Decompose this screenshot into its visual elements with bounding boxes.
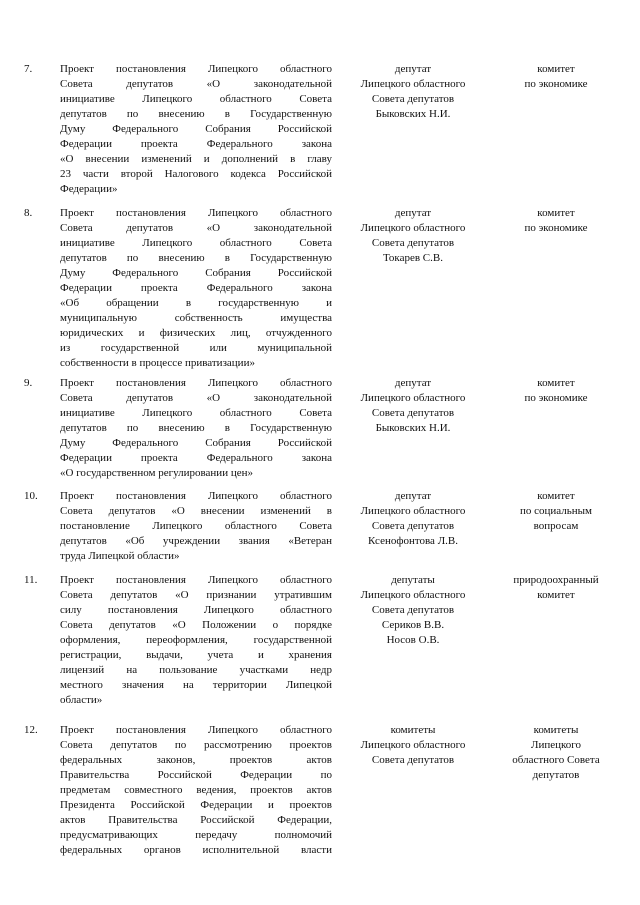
description-line: из государственной или муниципальной [60,342,332,354]
project-description [60,62,332,197]
committee-cell [492,489,620,534]
description-line: Совета депутатов «О законодательной [60,392,332,404]
committee-line: по экономике [524,222,588,234]
description-line: инициативе Липецкого областного Совета [60,237,332,249]
description-line: Совета депутатов «О внесении изменений в [60,505,332,517]
description-line: инициативе Липецкого областного Совета [60,93,332,105]
description-line: регистрации, выдачи, учета и хранения [60,649,332,661]
author-line: депутат [394,63,432,75]
description-line: федеральных органов исполнительной власти [60,844,332,856]
author-line: Липецкого областного [360,739,466,751]
description-line: местного значения на территории Липецкой [60,679,332,691]
description-line: труда Липецкой области» [60,550,180,562]
committee-line: комитет [537,589,575,601]
description-line: Совета депутатов по рассмотрению проектов [60,739,332,751]
author-line: депутаты [391,574,435,586]
project-description [60,489,332,564]
description-line: постановление Липецкого областного Совета [60,520,332,532]
committee-line: комитет [537,63,575,75]
author-cell [338,62,488,122]
description-line: депутатов по внесению в Государственную [60,252,332,264]
committee-line: по экономике [524,78,588,90]
description-line: области» [60,694,103,706]
committee-cell [492,376,620,406]
row-number: 12. [24,724,38,736]
description-line: депутатов по внесению в Государственную [60,108,332,120]
author-line: Совета депутатов [371,520,455,532]
description-line: Думу Федерального Собрания Российской [60,267,332,279]
description-line: муниципальную собственность имущества [60,312,332,324]
description-line: Проект постановления Липецкого областного [60,63,332,75]
author-line: Совета депутатов [371,93,455,105]
committee-cell [492,62,620,92]
author-line: Липецкого областного [360,589,466,601]
description-line: Проект постановления Липецкого областного [60,490,332,502]
description-line: федеральных законов, проектов актов [60,754,332,766]
committee-line: Липецкого [530,739,582,751]
committee-line: комитет [537,207,575,219]
row-number: 11. [24,574,38,586]
author-line: Совета депутатов [371,604,455,616]
description-line: Думу Федерального Собрания Российской [60,123,332,135]
author-line: комитеты [390,724,436,736]
description-line: 23 части второй Налогового кодекса Российской [60,168,332,180]
row-number: 9. [24,377,33,389]
author-cell [338,723,488,768]
committee-cell [492,723,620,783]
committee-line: комитеты [533,724,579,736]
committee-line: по экономике [524,392,588,404]
author-line: Совета депутатов [371,237,455,249]
committee-line: природоохранный [513,574,599,586]
description-line: Совета депутатов «О признании утратившим [60,589,332,601]
description-line: предметам совместного ведения, проектов актов [60,784,332,796]
description-line: Проект постановления Липецкого областного [60,207,332,219]
description-line: Проект постановления Липецкого областного [60,724,332,736]
description-line: депутатов по внесению в Государственную [60,422,332,434]
author-line: Сериков В.В. [381,619,445,631]
description-line: лицензий на пользование участками недр [60,664,332,676]
author-cell [338,376,488,436]
description-line: актов Правительства Российской Федерации, [60,814,332,826]
committee-cell [492,573,620,603]
description-line: собственности в процессе приватизации» [60,357,255,369]
description-line: Совета депутатов «О законодательной [60,222,332,234]
committee-line: комитет [537,377,575,389]
description-line: юридических и физических лиц, отчужденного [60,327,332,339]
author-cell [338,573,488,648]
committee-line: областного Совета [512,754,600,766]
description-line: Совета депутатов «О законодательной [60,78,332,90]
description-line: Правительства Российской Федерации по [60,769,332,781]
author-line: Липецкого областного [360,392,466,404]
author-line: депутат [394,207,432,219]
project-description [60,723,332,858]
description-line: Федерации проекта Федерального закона [60,452,332,464]
description-line: Федерации проекта Федерального закона [60,138,332,150]
author-line: Липецкого областного [360,78,466,90]
project-description [60,206,332,371]
row-number: 7. [24,63,33,75]
author-line: Липецкого областного [360,505,466,517]
project-description [60,573,332,708]
description-line: Совета депутатов «О Положении о порядке [60,619,332,631]
description-line: предусматривающих передачу полномочий [60,829,332,841]
description-line: Проект постановления Липецкого областного [60,377,332,389]
author-line: депутат [394,377,432,389]
author-line: Быковских Н.И. [375,422,451,434]
description-line: депутатов «Об учреждении звания «Ветеран [60,535,332,547]
description-line: «О внесении изменений и дополнений в главу [60,153,332,165]
description-line: Проект постановления Липецкого областного [60,574,332,586]
author-cell [338,206,488,266]
author-line: Совета депутатов [371,407,455,419]
author-line: Ксенофонтова Л.В. [367,535,458,547]
project-description [60,376,332,481]
row-number: 10. [24,490,38,502]
description-line: Думу Федерального Собрания Российской [60,437,332,449]
committee-line: по социальным [519,505,592,517]
description-line: Федерации» [60,183,118,195]
committee-line: комитет [537,490,575,502]
author-line: Быковских Н.И. [375,108,451,120]
author-line: Липецкого областного [360,222,466,234]
description-line: «О государственном регулировании цен» [60,467,253,479]
author-line: депутат [394,490,432,502]
author-line: Носов О.В. [386,634,440,646]
author-cell [338,489,488,549]
description-line: Федерации проекта Федерального закона [60,282,332,294]
author-line: Токарев С.В. [383,252,443,264]
author-line: Совета депутатов [371,754,455,766]
description-line: Президента Российской Федерации и проектов [60,799,332,811]
committee-cell [492,206,620,236]
description-line: оформления, переоформления, государственной [60,634,332,646]
committee-line: вопросам [533,520,579,532]
row-number: 8. [24,207,33,219]
description-line: «Об обращении в государственную и [60,297,332,309]
description-line: силу постановления Липецкого областного [60,604,332,616]
description-line: инициативе Липецкого областного Совета [60,407,332,419]
committee-line: депутатов [532,769,580,781]
